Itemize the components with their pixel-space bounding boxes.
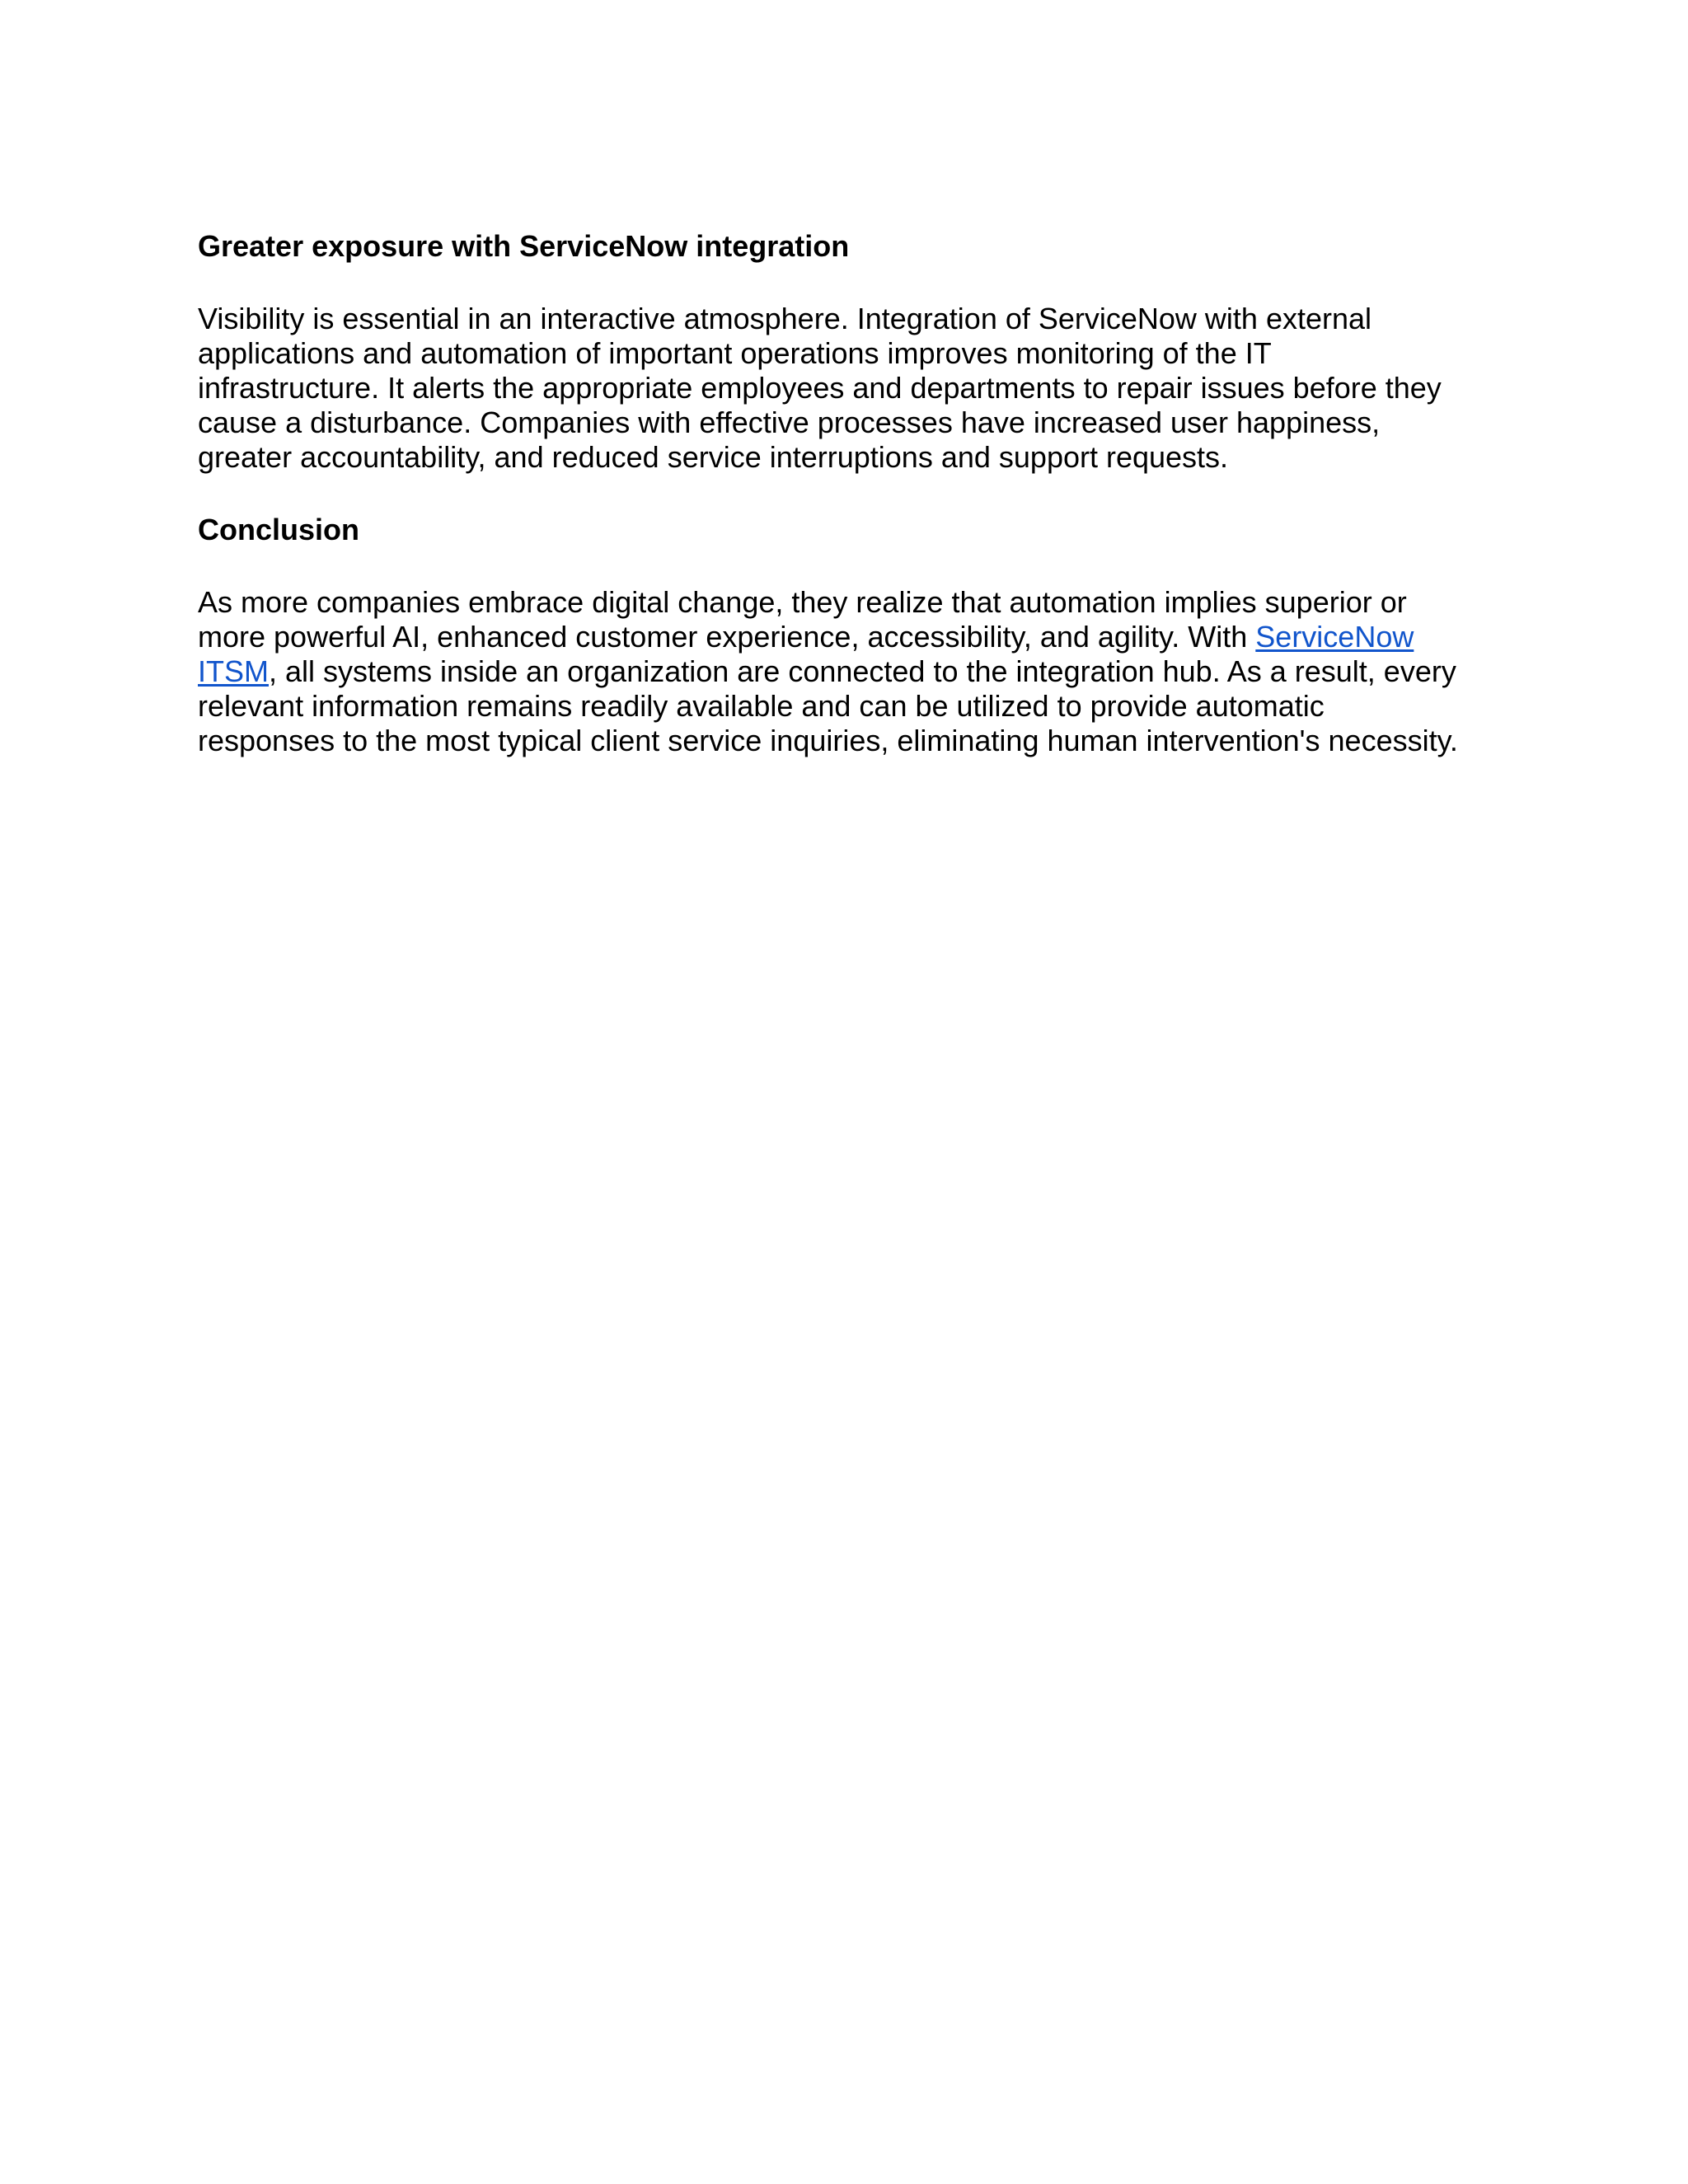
paragraph-line: cause a disturbance. Companies with effective processes have increased user happiness, <box>198 405 1381 439</box>
paragraph-line: infrastructure. It alerts the appropriate employees and departments to repair issues before they <box>198 371 1442 405</box>
paragraph-text: , all systems inside an organization are connected to the integration hub. As a result, every <box>269 654 1456 688</box>
spacer <box>198 264 1525 302</box>
paragraph-text: more powerful AI, enhanced customer experience, accessibility, and agility. With <box>198 620 1256 654</box>
paragraph-line: applications and automation of important operations improves monitoring of the IT <box>198 336 1272 370</box>
spacer <box>198 547 1525 585</box>
section-heading-servicenow-integration: Greater exposure with ServiceNow integration <box>198 229 850 263</box>
paragraph-conclusion <box>198 585 1525 758</box>
section-heading-conclusion: Conclusion <box>198 513 359 546</box>
paragraph-line <box>198 654 1525 689</box>
paragraph-line: As more companies embrace digital change, they realize that automation implies superior or <box>198 585 1407 619</box>
paragraph-line: Visibility is essential in an interactive atmosphere. Integration of ServiceNow with external <box>198 302 1372 335</box>
servicenow-itsm-link-part2[interactable]: ITSM <box>198 654 269 688</box>
servicenow-itsm-link-part1[interactable]: ServiceNow <box>1255 620 1414 654</box>
paragraph-line <box>198 620 1525 654</box>
paragraph-line: relevant information remains readily available and can be utilized to provide automatic <box>198 689 1325 723</box>
paragraph-visibility <box>198 302 1525 475</box>
paragraph-line: greater accountability, and reduced service interruptions and support requests. <box>198 440 1229 474</box>
spacer <box>198 475 1525 513</box>
paragraph-line: responses to the most typical client service inquiries, eliminating human intervention's necessity. <box>198 724 1458 757</box>
document-content <box>198 229 1525 758</box>
